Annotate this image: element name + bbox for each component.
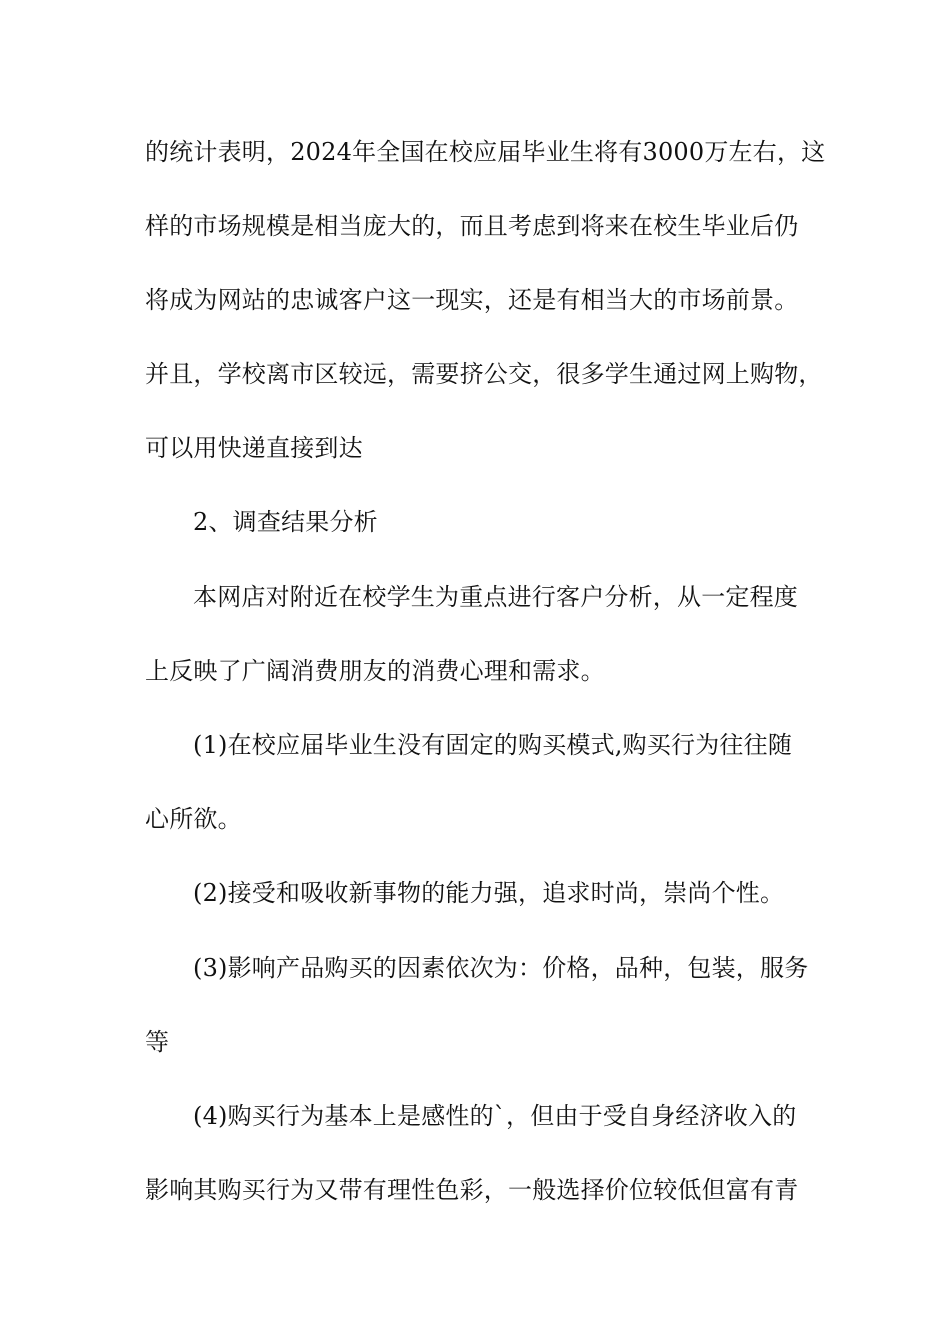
list-item-line: (1)在校应届毕业生没有固定的购买模式,购买行为往往随 bbox=[193, 731, 793, 759]
list-item-line: (2)接受和吸收新事物的能力强，追求时尚，崇尚个性。 bbox=[193, 879, 785, 907]
paragraph-line: 的统计表明，2024年全国在校应届毕业生将有3000万左右，这 bbox=[145, 138, 826, 166]
section-heading: 2、调查结果分析 bbox=[193, 508, 378, 536]
paragraph-line: 将成为网站的忠诚客户这一现实，还是有相当大的市场前景。 bbox=[145, 286, 799, 314]
paragraph-line: 样的市场规模是相当庞大的，而且考虑到将来在校生毕业后仍 bbox=[145, 212, 799, 240]
paragraph-line: 并且，学校离市区较远，需要挤公交，很多学生通过网上购物， bbox=[145, 360, 823, 388]
list-item-line: (3)影响产品购买的因素依次为：价格，品种，包装，服务 bbox=[193, 954, 809, 982]
paragraph-line: 上反映了广阔消费朋友的消费心理和需求。 bbox=[145, 657, 605, 685]
list-item-line: 心所欲。 bbox=[145, 805, 242, 833]
list-item-line: 等 bbox=[145, 1028, 170, 1056]
list-item-line: (4)购买行为基本上是感性的`，但由于受自身经济收入的 bbox=[193, 1102, 797, 1130]
list-item-line: 影响其购买行为又带有理性色彩，一般选择价位较低但富有青 bbox=[145, 1176, 799, 1204]
paragraph-line: 可以用快递直接到达 bbox=[145, 434, 363, 462]
paragraph-line: 本网店对附近在校学生为重点进行客户分析，从一定程度 bbox=[193, 583, 798, 611]
